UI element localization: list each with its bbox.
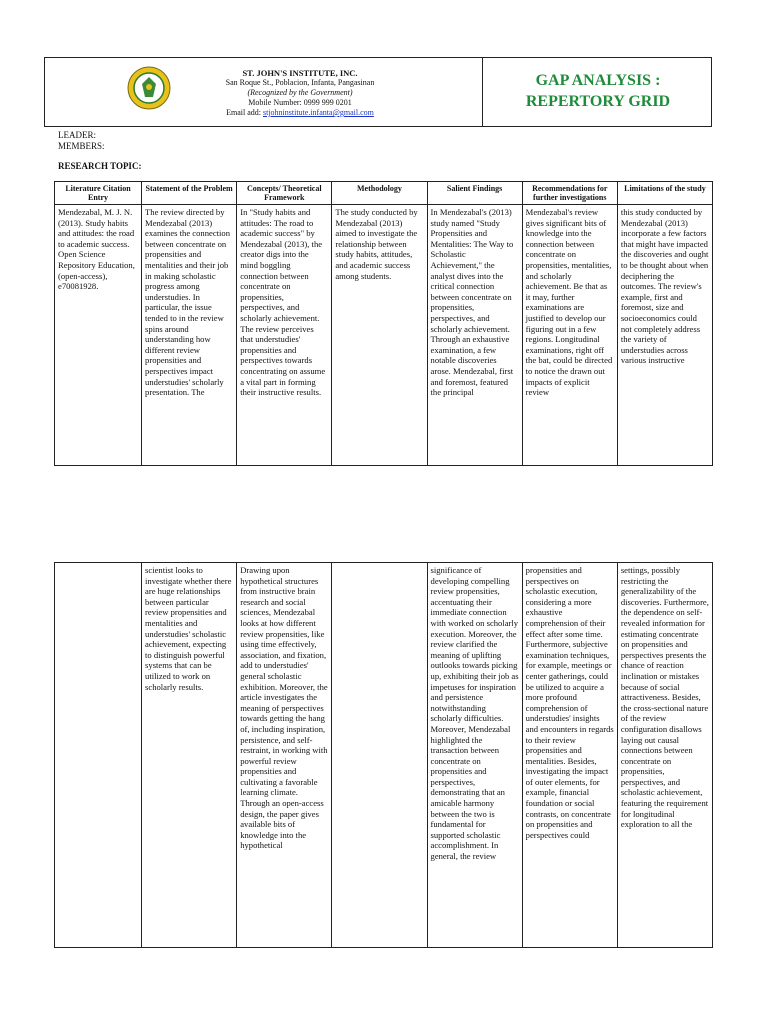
recommendations-cell: propensities and perspectives on scholastic execution, considering a more exhaustive comprehension of their effect after some time. Furthermore, subjective examination techniques, for example, meetings or center gatherings, could be utilized to acquire a more profound comprehension of understudies' insights and encounters in regards to their review propensities and mentalities. Besides, investigating the impact of outer elements, for example, financial foundation or social contrasts, on concentrate on propensities and perspectives could — [522, 563, 617, 948]
methodology-cell: The study conducted by Mendezabal (2013) aimed to investigate the relationship between study habits, attitudes, and academic success among students. — [332, 205, 427, 466]
column-header: Limitations of the study — [617, 182, 712, 205]
leader-label: LEADER: — [58, 130, 96, 140]
findings-cell: In Mendezabal's (2013) study named "Study Propensities and Mentalities: The Way to Scholastic Achievement," the analyst dives into the critical connection between concentrate on propensities, perspectives, and scholarly achievement. Through an exhaustive examination, a few notable discoveries arose. Mendezabal, first and foremost, featured the principal — [427, 205, 522, 466]
school-info — [185, 68, 415, 118]
findings-cell: significance of developing compelling review propensities, accentuating their immediate connection with worked on scholarly execution. Moreover, the review clarified the meaning of uplifting outlooks towards picking up, exhibiting their job as impetuses for inspiration and persistence notwithstanding scholarly difficulties. Moreover, Mendezabal highlighted the transaction between concentrate on propensities and perspectives, demonstrating that an amicable harmony between the two is fundamental for supported scholastic accomplishment. In general, the review — [427, 563, 522, 948]
citation-cell — [55, 563, 142, 948]
document-header — [44, 57, 712, 127]
recommendations-cell: Mendezabal's review gives significant bits of knowledge into the connection between concentrate on propensities, mentalities, and scholarly achievement. Be that as it may, further examinations are justified to develop our figuring out in a few regions. Longitudinal examinations, right off the bat, could be directed to notice the drawn out impacts of explicit review — [522, 205, 617, 466]
column-header: Methodology — [332, 182, 427, 205]
repertory-grid-table-page1 — [54, 181, 713, 466]
problem-cell: scientist looks to investigate whether there are huge relationships between particular review propensities and mentalities and understudies' scholastic achievement, expecting to distinguish powerful systems that can be utilized to work on scholarly results. — [142, 563, 237, 948]
school-email-line — [185, 108, 415, 118]
column-header: Literature Citation Entry — [55, 182, 142, 205]
school-seal-logo — [127, 66, 171, 110]
email-link[interactable]: stjohninstitute.infanta@gmail.com — [262, 108, 374, 117]
concepts-cell: In "Study habits and attitudes: The road to academic success" by Mendezabal (2013), the creator digs into the mind boggling connection between concentrate on propensities, perspectives, and scholarly achievement. The review perceives that understudies' propensities and perspectives towards concentrating on assume a vital part in forming their instructive results. — [237, 205, 332, 466]
citation-cell: Mendezabal, M. J. N. (2013). Study habits and attitudes: the road to academic success. Open Science Repository Education, (open-access), e70081928. — [55, 205, 142, 466]
limitations-cell: settings, possibly restricting the generalizability of the discoveries. Furthermore, the dependence on self-revealed information for estimating concentrate on propensities and perspectives presents the chance of reaction inclination or mistakes because of social attractiveness. Besides, the cross-sectional nature of the review configuration disallows laying out causal connections between concentrate on propensities, perspectives, and scholastic achievement, featuring the requirement for longitudinal exploration to all the — [617, 563, 712, 948]
column-header: Recommendations for further investigations — [522, 182, 617, 205]
title-line-1: GAP ANALYSIS : — [535, 72, 661, 89]
concepts-cell: Drawing upon hypothetical structures from instructive brain research and social sciences, Mendezabal looks at how different review propensities, like using time effectively, association, and fixation, add to understudies' general scholastic exhibition. Moreover, the article investigates the meaning of perspectives towards getting the hang of, including inspiration, persistence, and self-restraint, in working with powerful review propensities and cultivating a favorable learning climate. Through an open-access design, the paper gives available bits of knowledge into the hypothetical — [237, 563, 332, 948]
methodology-cell — [332, 563, 427, 948]
table-row — [55, 205, 713, 466]
research-topic-label: RESEARCH TOPIC: — [58, 161, 142, 171]
limitations-cell: this study conducted by Mendezabal (2013) incorporate a few factors that might have impacted the discoveries and ought to be thought about when deciphering the outcomes. The review's example, first and foremost, size and socioeconomics could not completely address the variety of understudies across various instructive — [617, 205, 712, 466]
title-line-2: REPERTORY GRID — [525, 93, 671, 110]
column-header: Concepts/ Theoretical Framework — [237, 182, 332, 205]
table-row — [55, 563, 713, 948]
school-mobile: Mobile Number: 0999 999 0201 — [248, 98, 352, 107]
column-header: Statement of the Problem — [142, 182, 237, 205]
table-header-row — [55, 182, 713, 205]
email-label: Email add: — [226, 108, 261, 117]
column-header: Salient Findings — [427, 182, 522, 205]
school-name: ST. JOHN'S INSTITUTE, INC. — [242, 68, 358, 78]
problem-cell: The review directed by Mendezabal (2013) examines the connection between concentrate on propensities and mentalities and their job in making scholastic progress among understudies. In particular, the issue tended to in the review spins around understanding how different review propensities and perspectives impact understudies' scholarly presentation. The — [142, 205, 237, 466]
school-address: San Roque St., Poblacion, Infanta, Pangasinan — [225, 78, 375, 87]
document-title — [483, 70, 713, 112]
repertory-grid-table-page2 — [54, 562, 713, 948]
school-recognition: (Recognized by the Government) — [247, 88, 353, 97]
members-label: MEMBERS: — [58, 141, 105, 151]
